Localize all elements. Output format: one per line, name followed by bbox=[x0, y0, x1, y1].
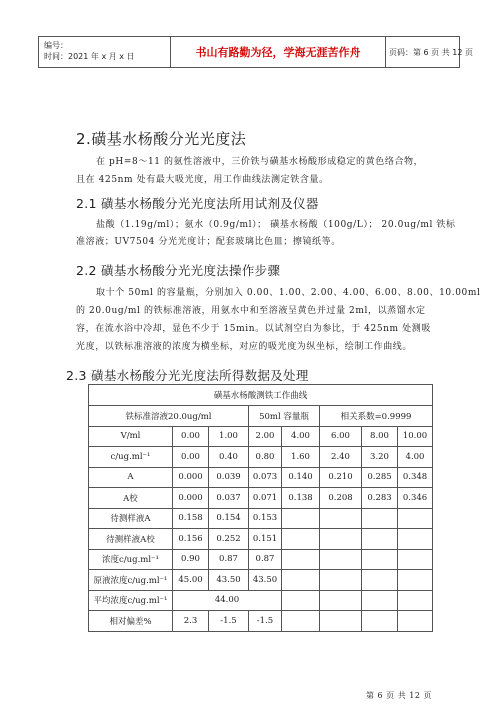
table-cell: 0.80 bbox=[249, 447, 282, 468]
table-cell bbox=[282, 508, 320, 529]
table-cell: 2.40 bbox=[320, 447, 362, 468]
table-cell: -1.5 bbox=[209, 611, 249, 632]
table-row bbox=[89, 508, 433, 529]
intro-line-2: 且在 425nm 处有最大吸光度，用工作曲线法测定铁含量。 bbox=[76, 175, 329, 185]
table-cell: 2.3 bbox=[173, 611, 209, 632]
data-table bbox=[88, 384, 433, 632]
table-row bbox=[89, 529, 433, 550]
table-cell: 0.039 bbox=[209, 467, 249, 488]
table-cell bbox=[320, 590, 362, 611]
table-cell: 0.138 bbox=[282, 488, 320, 509]
table-cell: -1.5 bbox=[249, 611, 282, 632]
header-meta bbox=[39, 37, 171, 67]
table-cell: 0.073 bbox=[249, 467, 282, 488]
table-cell: 43.50 bbox=[249, 570, 282, 591]
table-cell bbox=[362, 529, 398, 550]
procedure-line-4: 光度，以铁标准溶液的浓度为横坐标，对应的吸光度为纵坐标，绘制工作曲线。 bbox=[76, 342, 413, 352]
table-cell: 1.00 bbox=[209, 426, 249, 447]
flask-label: 50ml 容量瓶 bbox=[249, 406, 320, 427]
page-footer: 第 6 页 共 12 页 bbox=[366, 691, 432, 700]
header-page-label: 页码：第 6 页 共 12 页 bbox=[389, 47, 473, 57]
row-label: A bbox=[89, 467, 173, 488]
table-cell bbox=[398, 549, 433, 570]
intro-line-1: 在 pH=8～11 的氨性溶液中，三价铁与磺基水杨酸形成稳定的黄色络合物， bbox=[96, 157, 424, 167]
table-cell bbox=[320, 611, 362, 632]
table-cell: 4.00 bbox=[398, 447, 433, 468]
table-row bbox=[89, 549, 433, 570]
table-cell: 0.154 bbox=[209, 508, 249, 529]
table-title: 磺基水杨酸测铁工作曲线 bbox=[89, 385, 433, 406]
code-label: 编号： bbox=[44, 41, 68, 50]
table-cell: 0.000 bbox=[173, 467, 209, 488]
table-row bbox=[89, 570, 433, 591]
table-cell: 4.00 bbox=[282, 426, 320, 447]
table-cell bbox=[398, 611, 433, 632]
table-cell: 10.00 bbox=[398, 426, 433, 447]
table-cell: 8.00 bbox=[362, 426, 398, 447]
table-cell: 0.208 bbox=[320, 488, 362, 509]
table-cell bbox=[320, 529, 362, 550]
table-cell bbox=[282, 590, 320, 611]
reagents-line-1: 盐酸（1.19g/ml）；氨水（0.9g/ml）； 磺基水杨酸（100g/L）； 20.0ug/ml 铁标 bbox=[96, 220, 456, 230]
row-label: 相对偏差% bbox=[89, 611, 173, 632]
average-value: 44.00 bbox=[173, 590, 282, 611]
table-cell: 6.00 bbox=[320, 426, 362, 447]
procedure-line-3: 容，在流水浴中冷却，显色不少于 15min。以试剂空白为参比，于 425nm 处测吸 bbox=[76, 324, 431, 334]
table-cell: 0.000 bbox=[173, 488, 209, 509]
table-cell: 0.346 bbox=[398, 488, 433, 509]
header-motto: 书山有路勤为径，学海无涯苦作舟 bbox=[171, 37, 386, 67]
subsection-2-2-title: 2.2 磺基水杨酸分光光度法操作步骤 bbox=[76, 263, 281, 278]
table-cell: 0.151 bbox=[249, 529, 282, 550]
table-cell bbox=[282, 611, 320, 632]
table-cell bbox=[398, 508, 433, 529]
table-cell bbox=[362, 570, 398, 591]
table-cell: 0.071 bbox=[249, 488, 282, 509]
table-row-deviation bbox=[89, 611, 433, 632]
row-label: 浓度c/ug.ml⁻¹ bbox=[89, 549, 173, 570]
table-cell: 0.158 bbox=[173, 508, 209, 529]
table-row bbox=[89, 488, 433, 509]
table-cell bbox=[320, 549, 362, 570]
table-cell bbox=[362, 611, 398, 632]
table-cell bbox=[362, 590, 398, 611]
table-cell: 45.00 bbox=[173, 570, 209, 591]
table-cell: 0.40 bbox=[209, 447, 249, 468]
table-cell bbox=[362, 549, 398, 570]
table-cell: 3.20 bbox=[362, 447, 398, 468]
table-cell bbox=[282, 549, 320, 570]
table-row bbox=[89, 447, 433, 468]
section-title: 2.磺基水杨酸分光光度法 bbox=[76, 130, 247, 148]
procedure-line-1: 取十个 50ml 的容量瓶，分别加入 0.00、1.00、2.00、4.00、6.00、8.00、10.00ml bbox=[96, 288, 481, 298]
table-cell: 0.252 bbox=[209, 529, 249, 550]
row-label: 原液浓度c/ug.ml⁻¹ bbox=[89, 570, 173, 591]
table-cell bbox=[282, 570, 320, 591]
table-row bbox=[89, 467, 433, 488]
table-cell: 0.285 bbox=[362, 467, 398, 488]
reagents-line-2: 准溶液；UV7504 分光光度计；配套玻璃比色皿；擦镜纸等。 bbox=[76, 237, 341, 247]
table-cell: 0.153 bbox=[249, 508, 282, 529]
table-cell bbox=[398, 570, 433, 591]
subsection-2-1-title: 2.1 磺基水杨酸分光光度法所用试剂及仪器 bbox=[76, 196, 319, 211]
table-cell: 0.156 bbox=[173, 529, 209, 550]
table-cell: 43.50 bbox=[209, 570, 249, 591]
table-cell bbox=[398, 590, 433, 611]
time-label: 时间：2021 年 x 月 x 日 bbox=[44, 52, 135, 61]
page-header bbox=[38, 36, 473, 68]
table-cell: 0.348 bbox=[398, 467, 433, 488]
table-cell bbox=[320, 570, 362, 591]
subsection-2-3-title: 2.3 磺基水杨酸分光光度法所得数据及处理 bbox=[66, 368, 309, 383]
table-cell: 0.00 bbox=[173, 447, 209, 468]
table-cell: 1.60 bbox=[282, 447, 320, 468]
table-cell: 0.210 bbox=[320, 467, 362, 488]
table-cell bbox=[398, 529, 433, 550]
table-row bbox=[89, 426, 433, 447]
table-cell bbox=[282, 529, 320, 550]
procedure-line-2: 的 20.0ug/ml 的铁标准溶液，用氨水中和至溶液呈黄色并过量 2ml，以蒸馏水定 bbox=[76, 306, 426, 316]
std-solution-label: 铁标准溶液20.0ug/ml bbox=[89, 406, 249, 427]
row-label: 平均浓度c/ug.ml⁻¹ bbox=[89, 590, 173, 611]
table-row-average bbox=[89, 590, 433, 611]
row-label: 待测样液A bbox=[89, 508, 173, 529]
table-cell bbox=[320, 508, 362, 529]
table-cell: 0.90 bbox=[173, 549, 209, 570]
table-cell: 0.87 bbox=[209, 549, 249, 570]
table-cell: 2.00 bbox=[249, 426, 282, 447]
correlation-label: 相关系数=0.9999 bbox=[320, 406, 433, 427]
table-cell: 0.140 bbox=[282, 467, 320, 488]
table-cell bbox=[362, 508, 398, 529]
row-label: V/ml bbox=[89, 426, 173, 447]
row-label: A校 bbox=[89, 488, 173, 509]
table-cell: 0.283 bbox=[362, 488, 398, 509]
table-cell: 0.87 bbox=[249, 549, 282, 570]
table-cell: 0.00 bbox=[173, 426, 209, 447]
row-label: 待测样液A校 bbox=[89, 529, 173, 550]
table-cell: 0.037 bbox=[209, 488, 249, 509]
row-label: c/ug.ml⁻¹ bbox=[89, 447, 173, 468]
